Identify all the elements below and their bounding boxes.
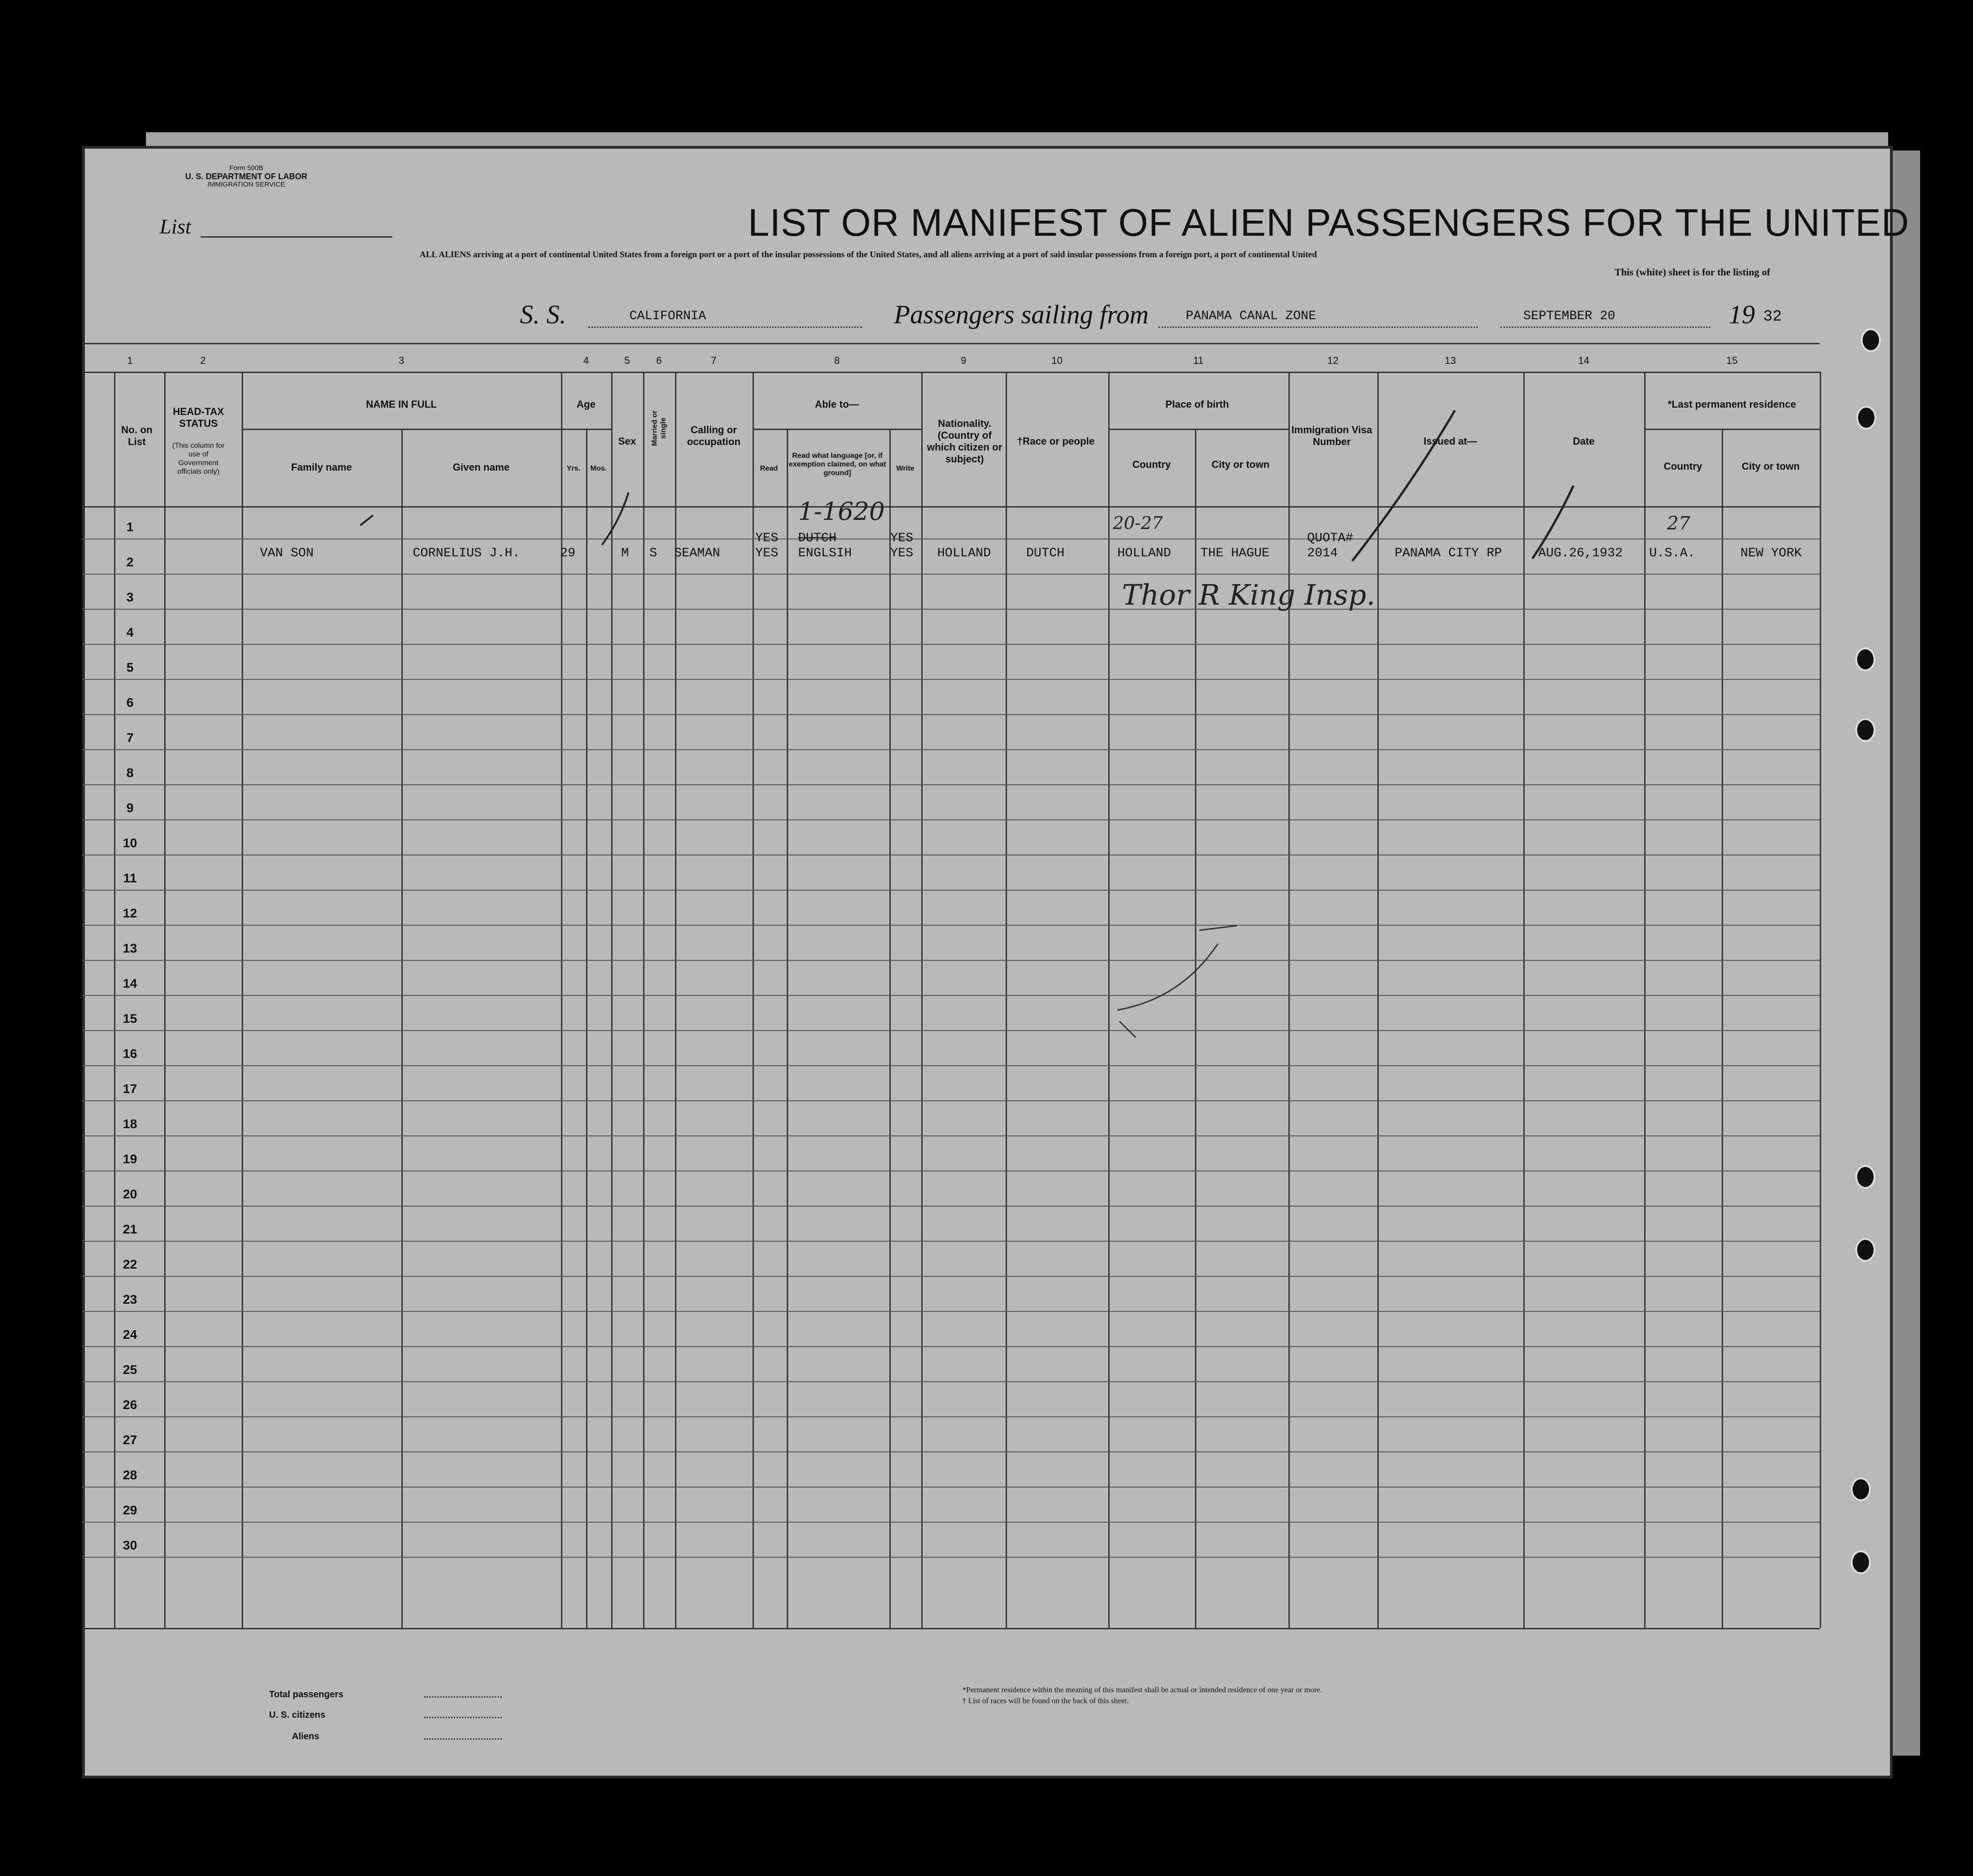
- stray-mark: [1120, 1021, 1136, 1037]
- row-number: 18: [123, 1117, 137, 1131]
- row-number: 5: [126, 660, 134, 674]
- row-number: 14: [123, 976, 137, 990]
- footnote-residence: *Permanent residence within the meaning of this manifest shall be actual or intended residence of one year or more.: [962, 1685, 1322, 1694]
- read-cell: YES: [755, 531, 779, 545]
- column-number: 10: [1051, 355, 1063, 366]
- us-citizens-blank: [424, 1717, 502, 1718]
- row-number: 11: [123, 871, 137, 885]
- write-cell: YES: [890, 531, 914, 545]
- row-number: 26: [123, 1398, 137, 1412]
- row-number: 15: [123, 1011, 137, 1026]
- us-citizens-label: U. S. citizens: [269, 1710, 326, 1720]
- row-number: 2: [126, 555, 134, 569]
- manifest-title: LIST OR MANIFEST OF ALIEN PASSENGERS FOR THE UNITED: [748, 201, 1910, 244]
- header-issued-at: Issued at—: [1423, 435, 1477, 447]
- header-date: Date: [1573, 435, 1595, 447]
- header-head-tax: HEAD-TAX STATUS: [172, 406, 224, 429]
- row-number: 30: [123, 1538, 137, 1552]
- visa-cell: 2014: [1307, 546, 1338, 560]
- row-number: 12: [123, 906, 137, 920]
- sailing-label: Passengers sailing from: [894, 300, 1149, 329]
- race-cell: DUTCH: [1026, 546, 1065, 560]
- row-number: 7: [126, 731, 134, 745]
- age-cell: 29: [560, 546, 576, 560]
- given-name-cell: CORNELIUS J.H.: [413, 546, 520, 560]
- header-age: Age: [576, 399, 596, 410]
- inspector-signature: Thor R King Insp.: [1122, 578, 1376, 612]
- header-place-of-birth: Place of birth: [1165, 399, 1229, 410]
- check-mark: [1532, 486, 1573, 559]
- issued-at-cell: PANAMA CITY RP: [1395, 546, 1502, 560]
- row-number: 27: [123, 1433, 137, 1447]
- header-mos: Mos.: [590, 465, 607, 472]
- language-cell: DUTCH: [798, 531, 837, 545]
- family-name-cell: VAN SON: [260, 546, 314, 560]
- header-name-in-full: NAME IN FULL: [366, 399, 437, 410]
- header-nationality: Nationality. (Country of which citizen or subject): [927, 418, 1002, 465]
- list-label: List: [160, 215, 192, 238]
- header-family-name: Family name: [291, 461, 352, 473]
- sex-cell: M: [621, 546, 629, 560]
- check-mark: [602, 492, 628, 545]
- row-number: 16: [123, 1047, 137, 1061]
- row-number: 8: [126, 766, 134, 780]
- read-cell: YES: [755, 546, 779, 560]
- header-married: Married or single: [651, 410, 667, 446]
- column-number: 15: [1726, 355, 1738, 366]
- manifest-subtitle-2: This (white) sheet is for the listing of: [1615, 266, 1771, 278]
- row-number: 9: [126, 801, 134, 815]
- language-cell: ENGLSIH: [798, 546, 852, 560]
- header-write: Write: [896, 465, 914, 472]
- row-number: 23: [123, 1292, 137, 1306]
- total-passengers-label: Total passengers: [269, 1689, 344, 1700]
- column-number: 5: [624, 355, 630, 366]
- row-number: 19: [123, 1152, 137, 1166]
- column-number: 9: [961, 355, 966, 366]
- aliens-blank: [424, 1738, 502, 1740]
- header-yrs: Yrs.: [566, 465, 581, 472]
- stray-mark: [1117, 926, 1237, 1010]
- aliens-label: Aliens: [292, 1731, 320, 1741]
- column-number: 1: [127, 355, 133, 366]
- manifest-subtitle: ALL ALIENS arriving at a port of continental United States from a foreign port or a port of the insular possessions of the United States, and all aliens arriving at a port of said insular possessions from a foreign port, a port of continental United: [420, 250, 1317, 259]
- row-number: 17: [123, 1082, 137, 1096]
- header-calling: Calling or occupation: [687, 424, 741, 447]
- row-number: 28: [123, 1468, 137, 1482]
- service-name: IMMIGRATION SERVICE: [207, 181, 286, 188]
- handwritten-residence-note: 27: [1667, 513, 1690, 534]
- column-number: 3: [398, 355, 405, 366]
- check-mark: [1352, 410, 1455, 561]
- write-cell: YES: [890, 546, 914, 560]
- header-read: Read: [760, 465, 778, 472]
- ship-name: CALIFORNIA: [629, 309, 706, 323]
- header-residence-city: City or town: [1741, 461, 1800, 472]
- column-number: 12: [1327, 355, 1339, 366]
- birth-city-cell: THE HAGUE: [1200, 546, 1270, 560]
- date-cell: AUG.26,1932: [1538, 546, 1623, 560]
- header-birth-country: Country: [1132, 459, 1171, 470]
- nationality-cell: HOLLAND: [937, 546, 991, 560]
- department-name: U. S. DEPARTMENT OF LABOR: [185, 172, 307, 181]
- header-able-to: Able to—: [815, 399, 859, 410]
- handwritten-birth-note: 20-27: [1113, 513, 1163, 533]
- header-sex: Sex: [618, 435, 636, 447]
- header-last-residence: *Last permanent residence: [1667, 399, 1796, 410]
- column-number: 8: [834, 355, 840, 366]
- header-head-tax-note: (This column for use of Government officials only): [172, 442, 225, 476]
- row-number: 6: [126, 695, 134, 710]
- header-birth-city: City or town: [1211, 459, 1270, 470]
- married-cell: S: [649, 546, 657, 560]
- row-number: 21: [123, 1222, 137, 1236]
- birth-country-cell: HOLLAND: [1117, 546, 1171, 560]
- header-residence-country: Country: [1663, 461, 1703, 472]
- form-number: Form 500B: [229, 164, 264, 172]
- row-number: 20: [123, 1187, 137, 1201]
- ss-label: S. S.: [520, 300, 566, 329]
- residence-city-cell: NEW YORK: [1740, 546, 1802, 560]
- column-number: 4: [583, 355, 589, 366]
- year-suffix: 32: [1763, 308, 1782, 326]
- column-number: 13: [1444, 355, 1456, 366]
- row-number: 1: [126, 520, 134, 534]
- header-given-name: Given name: [452, 461, 510, 473]
- column-number: 6: [656, 355, 662, 366]
- header-visa-number: Immigration Visa Number: [1291, 424, 1372, 447]
- handwritten-language-note: 1-1620: [798, 497, 885, 526]
- column-number: 7: [711, 355, 717, 366]
- sailing-from: PANAMA CANAL ZONE: [1186, 309, 1316, 323]
- row-number: 3: [126, 590, 134, 604]
- row-number: 10: [123, 836, 137, 850]
- row-number: 29: [123, 1503, 137, 1517]
- occupation-cell: SEAMAN: [674, 546, 720, 560]
- header-race: †Race or people: [1017, 435, 1095, 447]
- sailing-date: SEPTEMBER 20: [1523, 309, 1615, 323]
- year-prefix: 19: [1729, 300, 1755, 329]
- total-passengers-blank: [424, 1696, 502, 1698]
- row-number: 13: [123, 941, 137, 955]
- row-number: 24: [123, 1327, 137, 1342]
- column-number: 2: [200, 355, 206, 366]
- row-number: 4: [126, 625, 134, 639]
- check-mark: [360, 515, 373, 525]
- header-no-on-list: No. on List: [121, 424, 153, 447]
- column-number: 14: [1578, 355, 1589, 366]
- header-read-language: Read what language [or, if exemption claimed, on what ground]: [789, 452, 886, 477]
- row-number: 25: [123, 1363, 137, 1377]
- column-number: 11: [1193, 355, 1204, 366]
- residence-country-cell: U.S.A.: [1649, 546, 1695, 560]
- row-number: 22: [123, 1257, 137, 1271]
- visa-cell: QUOTA#: [1307, 531, 1353, 545]
- footnote-races: † List of races will be found on the back of this sheet.: [962, 1696, 1129, 1705]
